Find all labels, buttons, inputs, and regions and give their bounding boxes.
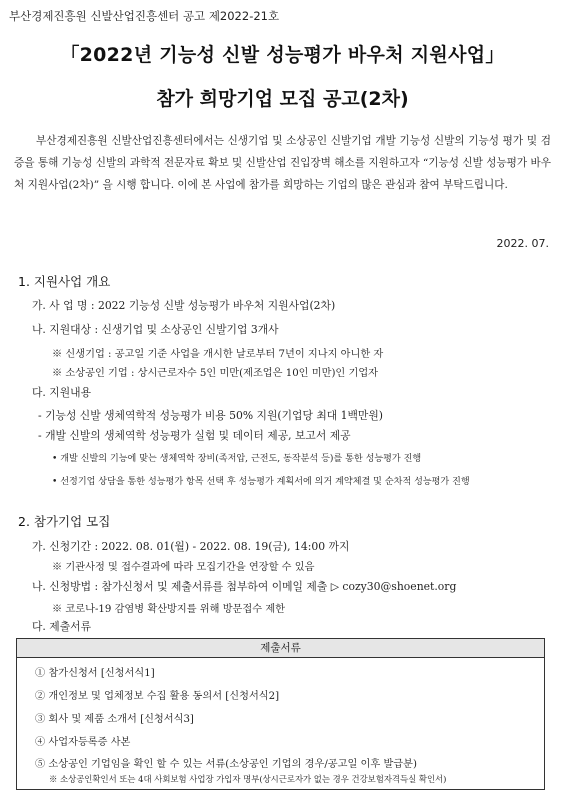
intro-paragraph: 부산경제진흥원 신발산업진흥센터에서는 신생기업 및 소상공인 신발기업 개발 기능성 신발의 기능성 평가 및 검증을 통해 기능성 신발의 과학적 전문자료 확보 및 신발산업 진입장벽 해소를 지원하고자 “기능성 신발 성능평가 바우처 지원사업(2차)” 을 시행 합니다. 이에 본 사업에 참가를 희망하는 기업의 많은 관심과 참여 부탁드립니다.	[14, 135, 551, 191]
notice-date: 2022. 07.	[496, 237, 549, 250]
documents-table-header: 제출서류	[17, 639, 544, 658]
title-line2: 참가 희망기업 모집 공고(2차)	[156, 88, 409, 110]
document-item: ⑤ 소상공인 기업임을 확인 할 수 있는 서류(소상공인 기업의 경우/공고일 이후 발급분)	[35, 759, 417, 770]
support-bullet-1: • 개발 신발의 기능에 맞는 생체역학 장비(족저압, 근전도, 동작분석 등)를 통한 성능평가 진행	[52, 454, 422, 464]
documents-table	[16, 638, 545, 790]
title-line1: 「2022년 기능성 신발 성능평가 바우처 지원사업」	[60, 44, 505, 66]
support-content-2: - 개발 신발의 생체역학 성능평가 실험 및 데이터 제공, 보고서 제공	[38, 429, 351, 442]
documents-title: 다. 제출서류	[32, 620, 92, 633]
application-period: 가. 신청기간 : 2022. 08. 01(월) - 2022. 08. 19(금), 14:00 까지	[32, 540, 350, 553]
notice-number: 부산경제진흥원 신발산업진흥센터 공고 제2022-21호	[9, 9, 280, 23]
startup-note: ※ 신생기업 : 공고일 기준 사업을 개시한 날로부터 7년이 지나지 아니한 자	[52, 349, 384, 360]
document-item: ③ 회사 및 제품 소개서 [신청서식3]	[35, 714, 194, 725]
document-item: ④ 사업자등록증 사본	[35, 737, 131, 748]
document-note: ※ 소상공인확인서 또는 4대 사회보험 사업장 가입자 명부(상시근로자가 없는 경우 건강보험자격득실 확인서)	[49, 774, 447, 784]
support-content-1: - 기능성 신발 생체역학적 성능평가 비용 50% 지원(기업당 최대 1백만원)	[38, 409, 383, 422]
support-bullet-2: • 선정기업 상담을 통한 성능평가 항목 선택 후 성능평가 계획서에 의거 계약체결 및 순차적 성능평가 진행	[52, 477, 470, 487]
application-method: 나. 신청방법 : 참가신청서 및 제출서류를 첨부하여 이메일 제출 ▷ cozy30@shoenet.org	[32, 580, 457, 593]
section2-title: 2. 참가기업 모집	[18, 514, 111, 529]
section1-title: 1. 지원사업 개요	[18, 274, 111, 289]
method-note: ※ 코로나-19 감염병 확산방지를 위해 방문접수 제한	[52, 604, 286, 615]
document-item: ② 개인정보 및 업체정보 수집 활용 동의서 [신청서식2]	[35, 691, 280, 702]
period-note: ※ 기관사정 및 접수결과에 따라 모집기간을 연장할 수 있음	[52, 562, 315, 573]
document-item: ① 참가신청서 [신청서식1]	[35, 668, 155, 679]
small-business-note: ※ 소상공인 기업 : 상시근로자수 5인 미만(제조업은 10인 미만)인 기업자	[52, 368, 379, 379]
support-target: 나. 지원대상 : 신생기업 및 소상공인 신발기업 3개사	[32, 323, 279, 336]
support-content-title: 다. 지원내용	[32, 386, 92, 399]
project-name: 가. 사 업 명 : 2022 기능성 신발 성능평가 바우처 지원사업(2차)	[32, 299, 336, 312]
